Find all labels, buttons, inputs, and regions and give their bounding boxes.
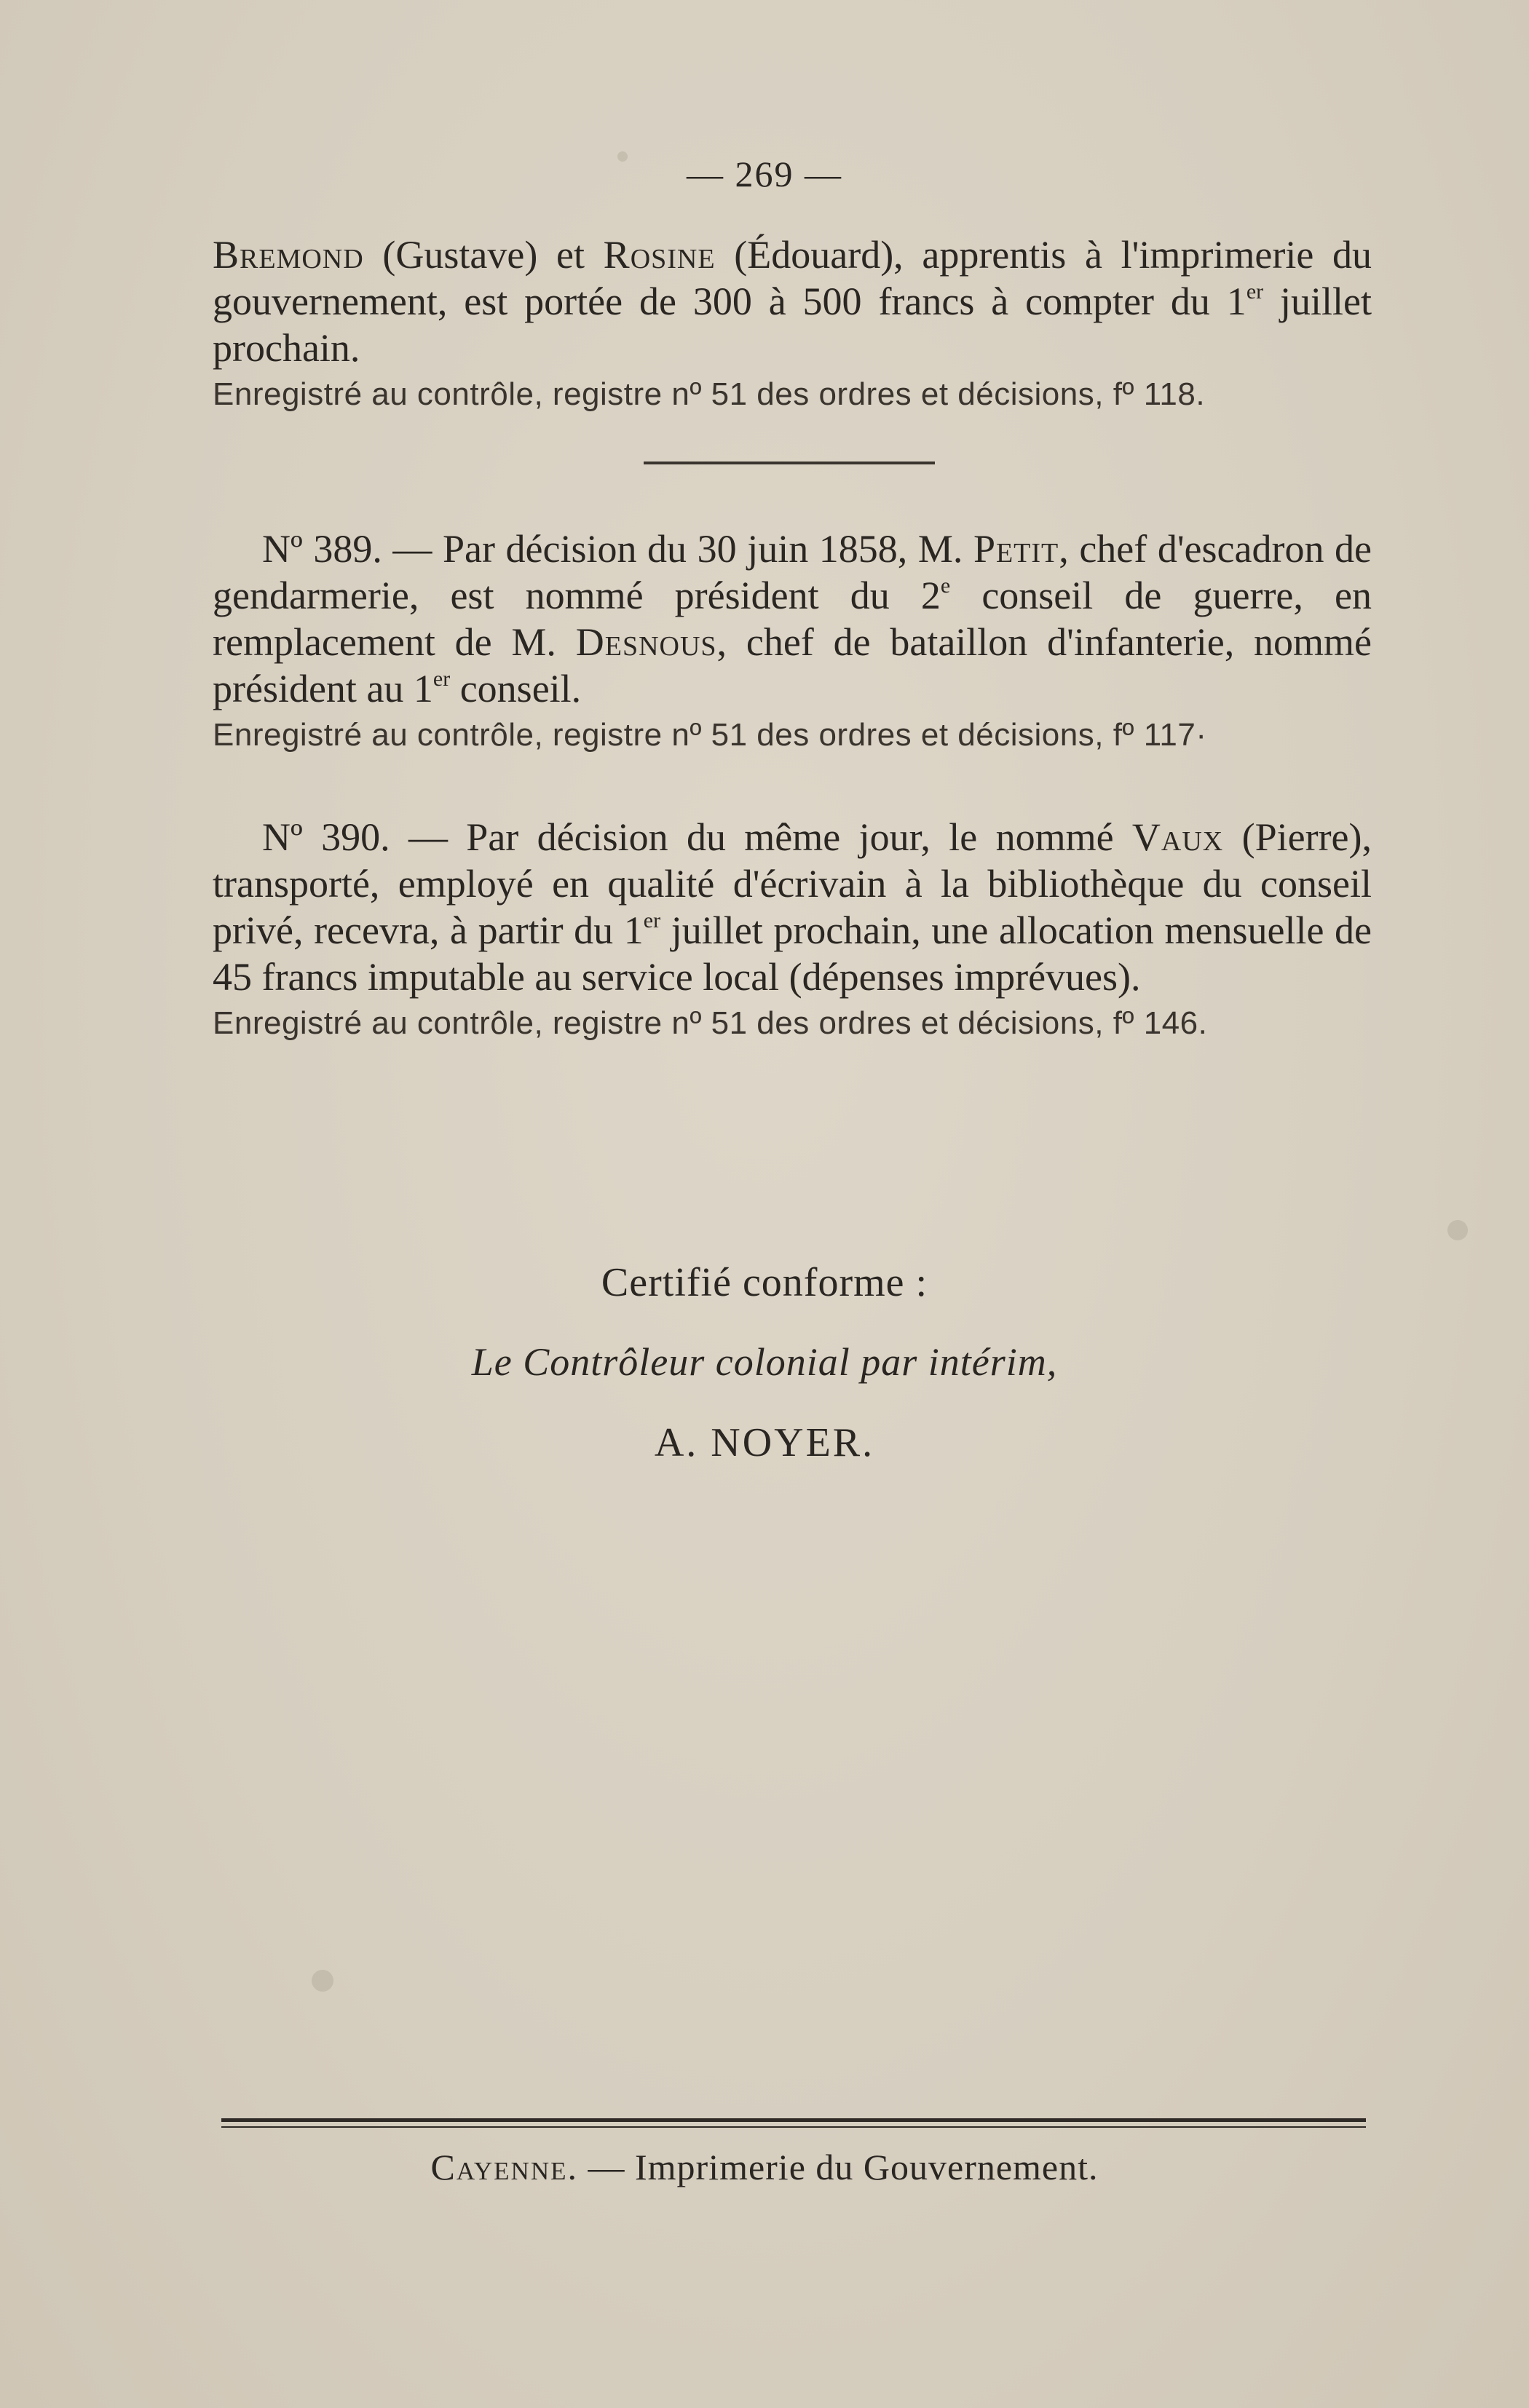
surname: Vaux [1131, 815, 1224, 859]
paper-spot [617, 151, 628, 162]
imprint-place: Cayenne. [430, 2147, 578, 2187]
section-separator [644, 462, 935, 464]
registry-note: Enregistré au contrôle, registre nº 51 des ordres et décisions, fº 146. [213, 1005, 1208, 1041]
surname: Desnous [575, 620, 717, 664]
continuation-text [213, 231, 1372, 371]
entry-390 [213, 814, 1372, 1044]
paragraph-text: , chef de bataillon d'infanterie, nommé président au 1 [213, 620, 1372, 710]
entry-text [213, 526, 1372, 712]
given-name: (Gustave) et [363, 233, 604, 277]
paragraph-text: , chef d'escadron de gendarmerie, est nommé président du 2 [213, 527, 1372, 617]
superscript: er [1246, 280, 1264, 304]
paragraph-text: (Pierre), transporté, employé en qualité d'écrivain à la bibliothèque du conseil privé, recevra, à partir du 1 [213, 815, 1372, 952]
superscript: er [643, 908, 661, 932]
paragraph-text: conseil de guerre, en remplacement de M. [213, 574, 1372, 664]
page-number: — 269 — [687, 154, 842, 194]
entry-intro: Nº 390. — Par décision du même jour, le nommé [262, 815, 1132, 859]
entry-text [213, 814, 1372, 1000]
superscript: e [940, 574, 951, 598]
certification-heading: Certifié conforme : [601, 1260, 928, 1305]
continuation-paragraph [213, 231, 1372, 415]
paragraph-text: conseil. [450, 667, 582, 710]
paragraph-text: (Édouard), apprentis à l'imprimerie du gouvernement, est portée de 300 à 500 francs à compter du 1 [213, 233, 1372, 323]
footer-rule [221, 2118, 1366, 2122]
paragraph-text: juillet prochain, une allocation mensuelle de 45 francs imputable au service local (dépenses imprévues). [213, 908, 1372, 999]
paragraph-text: juillet prochain. [213, 280, 1372, 370]
signatory-name: A. NOYER. [654, 1420, 875, 1465]
paper-spot [1447, 1220, 1468, 1240]
signatory-role: Le Contrôleur colonial par intérim, [471, 1340, 1058, 1384]
surname: Bremond [213, 233, 364, 277]
entry-intro: Nº 389. — Par décision du 30 juin 1858, M. [262, 527, 973, 571]
entry-389 [213, 526, 1372, 756]
surname: Rosine [603, 233, 716, 277]
surname: Petit [973, 527, 1059, 571]
paper-spot [312, 1970, 333, 1992]
printer-imprint [0, 2146, 1529, 2188]
imprint-text: — Imprimerie du Gouvernement. [577, 2147, 1099, 2187]
footer-rule [221, 2126, 1366, 2128]
superscript: er [432, 667, 451, 691]
registry-note: Enregistré au contrôle, registre nº 51 des ordres et décisions, fº 117· [213, 717, 1207, 753]
registry-note: Enregistré au contrôle, registre nº 51 des ordres et décisions, fº 118. [213, 376, 1206, 412]
